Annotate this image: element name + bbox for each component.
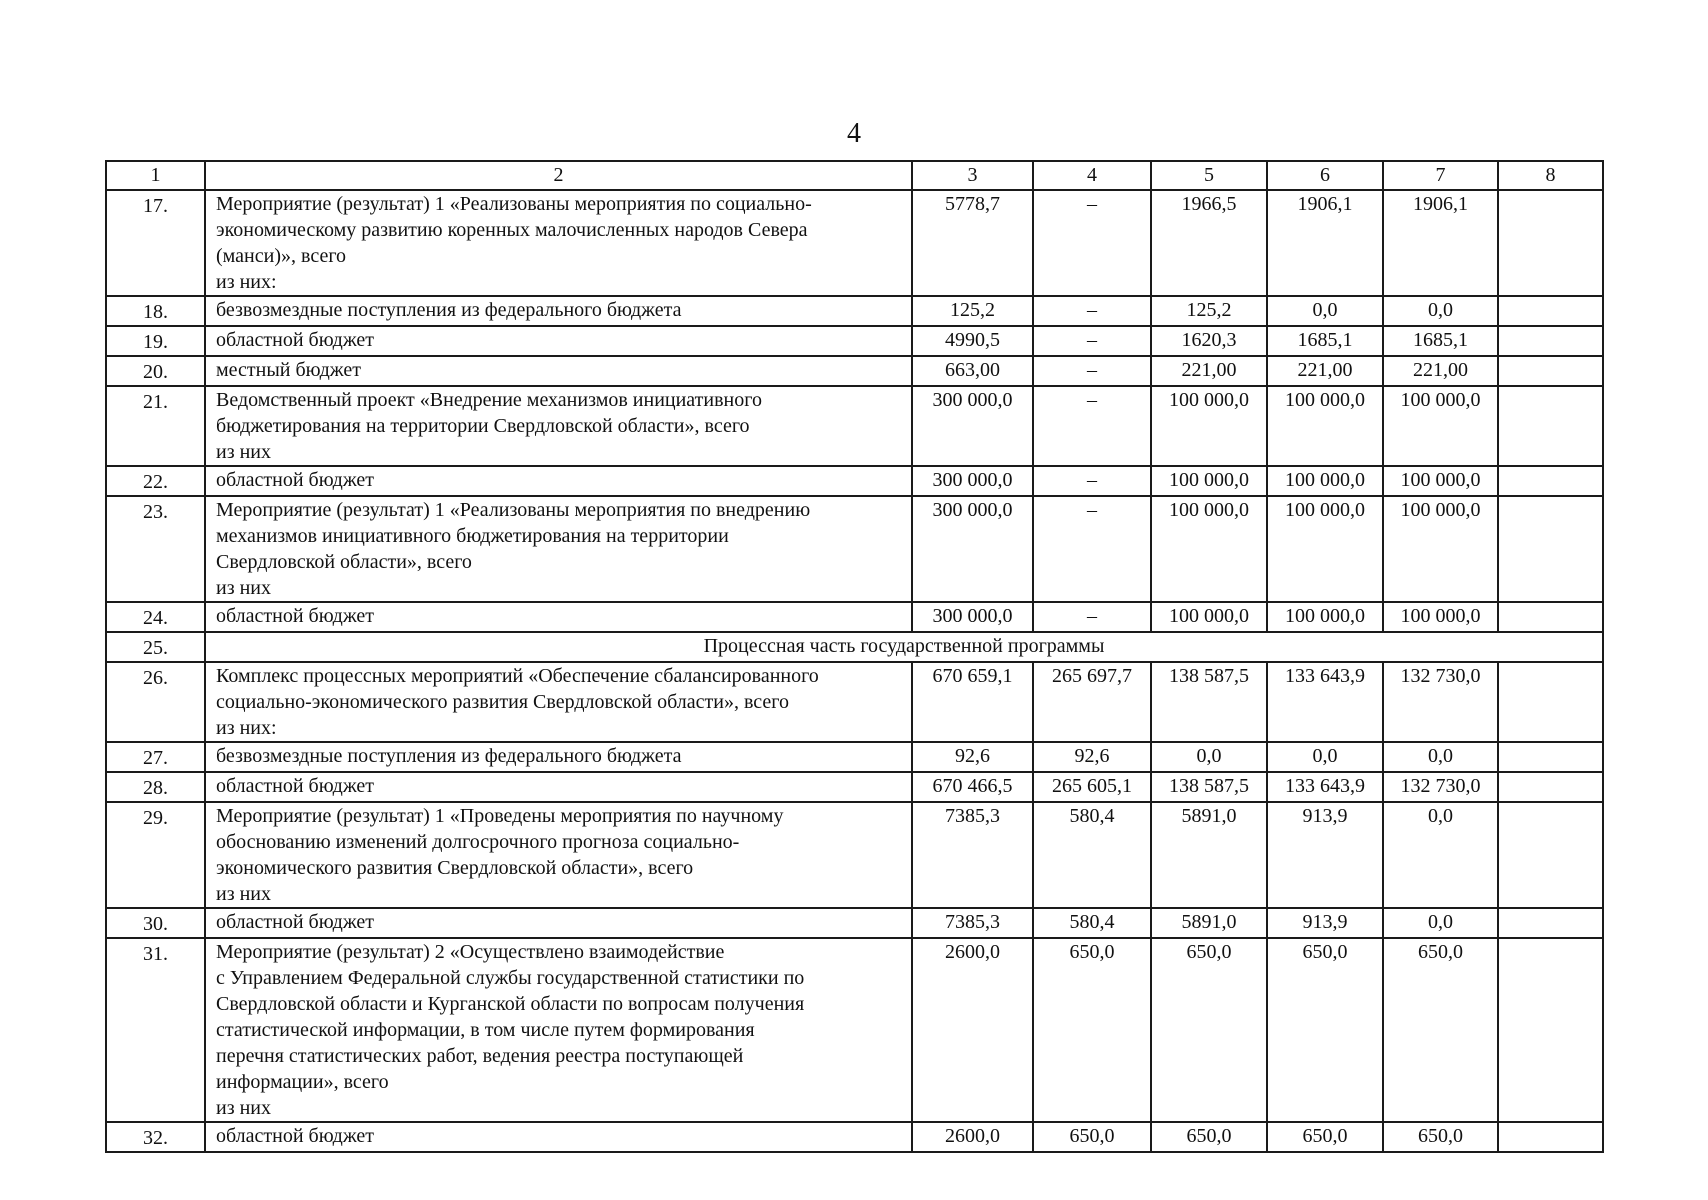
cell-value: 300 000,0 [912, 466, 1033, 496]
cell-value: – [1033, 602, 1151, 632]
row-description: Комплекс процессных мероприятий «Обеспечение сбалансированного социально-экономического развития Свердловской области», всего из них: [205, 662, 912, 742]
cell-value: 0,0 [1267, 296, 1383, 326]
row-description: областной бюджет [205, 602, 912, 632]
cell-value [1498, 938, 1603, 1122]
cell-value: 265 697,7 [1033, 662, 1151, 742]
row-description: Мероприятие (результат) 1 «Реализованы мероприятия по социально- экономическому развитию коренных малочисленных народов Севера (манси)», всего из них: [205, 190, 912, 296]
cell-value: 300 000,0 [912, 386, 1033, 466]
column-header: 6 [1267, 161, 1383, 190]
cell-value: 670 659,1 [912, 662, 1033, 742]
cell-value: 100 000,0 [1383, 602, 1498, 632]
cell-value: – [1033, 466, 1151, 496]
cell-value: 5891,0 [1151, 802, 1267, 908]
cell-value: 4990,5 [912, 326, 1033, 356]
cell-value: 133 643,9 [1267, 772, 1383, 802]
column-header: 2 [205, 161, 912, 190]
cell-value: – [1033, 356, 1151, 386]
column-header: 5 [1151, 161, 1267, 190]
cell-value [1498, 1122, 1603, 1152]
row-number: 32. [106, 1122, 205, 1152]
cell-value: 1685,1 [1267, 326, 1383, 356]
cell-value: 221,00 [1151, 356, 1267, 386]
cell-value: 100 000,0 [1151, 496, 1267, 602]
cell-value [1498, 296, 1603, 326]
table-header-row [106, 161, 1603, 190]
table-row [106, 190, 1603, 296]
cell-value: 100 000,0 [1383, 386, 1498, 466]
cell-value: 650,0 [1383, 1122, 1498, 1152]
cell-value: 100 000,0 [1383, 496, 1498, 602]
row-number: 29. [106, 802, 205, 908]
cell-value: 580,4 [1033, 802, 1151, 908]
cell-value: 663,00 [912, 356, 1033, 386]
row-number: 23. [106, 496, 205, 602]
cell-value: 2600,0 [912, 1122, 1033, 1152]
cell-value: 125,2 [912, 296, 1033, 326]
row-number: 26. [106, 662, 205, 742]
cell-value: 650,0 [1151, 938, 1267, 1122]
cell-value: 580,4 [1033, 908, 1151, 938]
table-row [106, 1122, 1603, 1152]
table-row [106, 326, 1603, 356]
row-description: областной бюджет [205, 466, 912, 496]
cell-value: – [1033, 496, 1151, 602]
table-row [106, 296, 1603, 326]
section-row [106, 632, 1603, 662]
row-number: 22. [106, 466, 205, 496]
cell-value: 138 587,5 [1151, 662, 1267, 742]
section-title: Процессная часть государственной программы [205, 632, 1603, 662]
row-description: областной бюджет [205, 772, 912, 802]
cell-value [1498, 326, 1603, 356]
cell-value: 92,6 [1033, 742, 1151, 772]
cell-value: 1620,3 [1151, 326, 1267, 356]
cell-value: 100 000,0 [1151, 466, 1267, 496]
table-row [106, 662, 1603, 742]
cell-value: 650,0 [1033, 1122, 1151, 1152]
table-row [106, 908, 1603, 938]
cell-value: 0,0 [1267, 742, 1383, 772]
cell-value: 7385,3 [912, 802, 1033, 908]
row-description: областной бюджет [205, 1122, 912, 1152]
column-header: 4 [1033, 161, 1151, 190]
table-row [106, 772, 1603, 802]
cell-value [1498, 602, 1603, 632]
cell-value: 100 000,0 [1383, 466, 1498, 496]
cell-value: 0,0 [1383, 802, 1498, 908]
table-row [106, 466, 1603, 496]
cell-value: 1906,1 [1267, 190, 1383, 296]
cell-value: 7385,3 [912, 908, 1033, 938]
row-number: 30. [106, 908, 205, 938]
cell-value [1498, 662, 1603, 742]
row-number: 17. [106, 190, 205, 296]
cell-value: 2600,0 [912, 938, 1033, 1122]
table-row [106, 802, 1603, 908]
row-number: 21. [106, 386, 205, 466]
cell-value: 670 466,5 [912, 772, 1033, 802]
row-number: 18. [106, 296, 205, 326]
row-description: безвозмездные поступления из федерального бюджета [205, 296, 912, 326]
cell-value [1498, 466, 1603, 496]
row-number: 19. [106, 326, 205, 356]
cell-value: 0,0 [1383, 296, 1498, 326]
row-description: Ведомственный проект «Внедрение механизмов инициативного бюджетирования на территории Свердловской области», всего из них [205, 386, 912, 466]
row-description: областной бюджет [205, 908, 912, 938]
cell-value: 100 000,0 [1267, 466, 1383, 496]
cell-value: – [1033, 296, 1151, 326]
cell-value: 132 730,0 [1383, 772, 1498, 802]
cell-value: 100 000,0 [1267, 386, 1383, 466]
cell-value [1498, 742, 1603, 772]
cell-value: 125,2 [1151, 296, 1267, 326]
cell-value: 650,0 [1383, 938, 1498, 1122]
row-number: 20. [106, 356, 205, 386]
column-header: 8 [1498, 161, 1603, 190]
cell-value: 650,0 [1033, 938, 1151, 1122]
cell-value: 300 000,0 [912, 602, 1033, 632]
cell-value: 650,0 [1267, 1122, 1383, 1152]
cell-value: 913,9 [1267, 802, 1383, 908]
cell-value: 100 000,0 [1151, 602, 1267, 632]
cell-value: 92,6 [912, 742, 1033, 772]
cell-value: 5891,0 [1151, 908, 1267, 938]
cell-value: 265 605,1 [1033, 772, 1151, 802]
cell-value: 138 587,5 [1151, 772, 1267, 802]
cell-value: 650,0 [1151, 1122, 1267, 1152]
cell-value: 5778,7 [912, 190, 1033, 296]
table-row [106, 386, 1603, 466]
row-description: Мероприятие (результат) 2 «Осуществлено взаимодействие с Управлением Федеральной службы государственной статистики по Свердловской области и Курганской области по вопросам получения статистической информации, в том числе путем формирования перечня статистических работ, ведения реестра поступающей информации», всего из них [205, 938, 912, 1122]
row-description: Мероприятие (результат) 1 «Реализованы мероприятия по внедрению механизмов инициативного бюджетирования на территории Свердловской области», всего из них [205, 496, 912, 602]
table-row [106, 742, 1603, 772]
cell-value [1498, 802, 1603, 908]
row-number: 27. [106, 742, 205, 772]
cell-value [1498, 356, 1603, 386]
cell-value: 650,0 [1267, 938, 1383, 1122]
table-row [106, 356, 1603, 386]
cell-value: 132 730,0 [1383, 662, 1498, 742]
row-number: 24. [106, 602, 205, 632]
cell-value [1498, 190, 1603, 296]
cell-value: – [1033, 190, 1151, 296]
cell-value: 100 000,0 [1267, 496, 1383, 602]
cell-value: 1685,1 [1383, 326, 1498, 356]
cell-value: 221,00 [1383, 356, 1498, 386]
cell-value: – [1033, 386, 1151, 466]
cell-value: 300 000,0 [912, 496, 1033, 602]
row-number: 28. [106, 772, 205, 802]
cell-value: 221,00 [1267, 356, 1383, 386]
cell-value: 913,9 [1267, 908, 1383, 938]
row-description: безвозмездные поступления из федерального бюджета [205, 742, 912, 772]
column-header: 1 [106, 161, 205, 190]
cell-value: 0,0 [1151, 742, 1267, 772]
cell-value: 1906,1 [1383, 190, 1498, 296]
cell-value: 0,0 [1383, 742, 1498, 772]
cell-value [1498, 772, 1603, 802]
table-row [106, 496, 1603, 602]
cell-value: 0,0 [1383, 908, 1498, 938]
cell-value: – [1033, 326, 1151, 356]
cell-value: 100 000,0 [1151, 386, 1267, 466]
table-row [106, 938, 1603, 1122]
cell-value [1498, 496, 1603, 602]
column-header: 7 [1383, 161, 1498, 190]
budget-table [105, 160, 1604, 1153]
page-number: 4 [847, 118, 861, 149]
row-number: 25. [106, 632, 205, 662]
row-number: 31. [106, 938, 205, 1122]
cell-value [1498, 386, 1603, 466]
cell-value: 100 000,0 [1267, 602, 1383, 632]
row-description: областной бюджет [205, 326, 912, 356]
cell-value: 133 643,9 [1267, 662, 1383, 742]
column-header: 3 [912, 161, 1033, 190]
table-row [106, 602, 1603, 632]
row-description: местный бюджет [205, 356, 912, 386]
cell-value [1498, 908, 1603, 938]
cell-value: 1966,5 [1151, 190, 1267, 296]
row-description: Мероприятие (результат) 1 «Проведены мероприятия по научному обоснованию изменений долгосрочного прогноза социально- экономического развития Свердловской области», всего из них [205, 802, 912, 908]
